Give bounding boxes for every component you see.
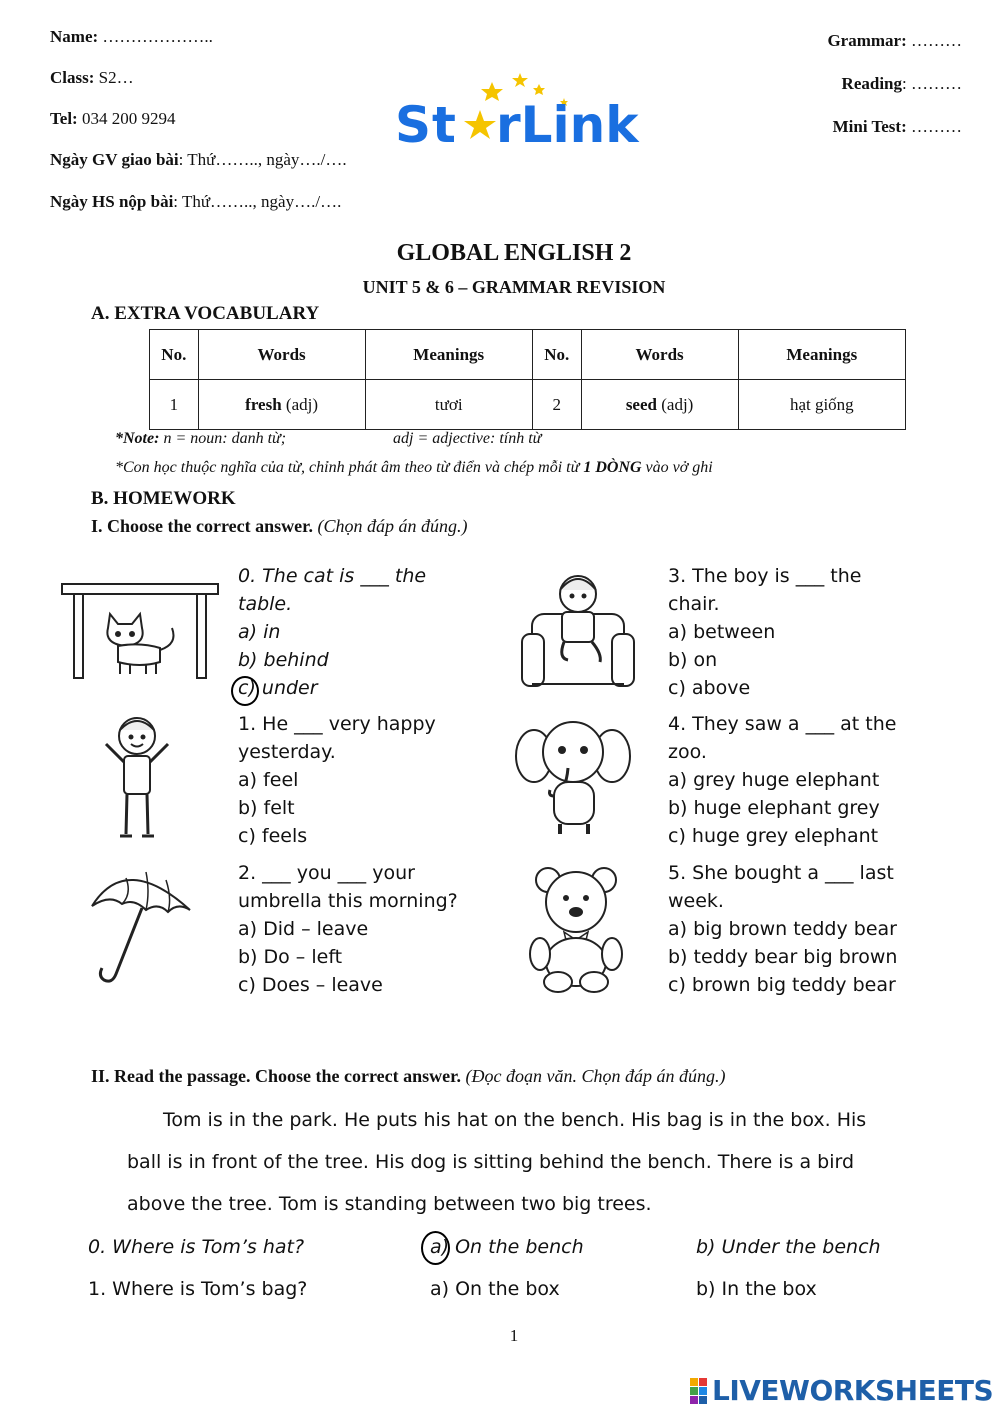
option-b[interactable]: b) huge elephant grey [668, 797, 880, 819]
passage-line: above the tree. Tom is standing between two big trees. [127, 1193, 652, 1215]
table-header-row [150, 330, 906, 380]
cat-under-table-image [60, 578, 220, 683]
selected-answer-circle [231, 676, 259, 706]
reading-question-0: 0. Where is Tom’s hat? [88, 1236, 305, 1258]
question-text: 1. He ___ very happy [238, 713, 436, 735]
option-b[interactable]: b) teddy bear big brown [668, 946, 898, 968]
cell-word: seed (adj) [581, 380, 738, 430]
question-text: table. [238, 593, 293, 615]
svg-text:rLink: rLink [496, 96, 639, 154]
vocabulary-table [149, 329, 906, 430]
note-abbreviations: *Note: n = noun: danh từ; [115, 430, 287, 447]
assign-date-field: Ngày GV giao bài: Thứ…….., ngày…./…. [50, 150, 347, 169]
part2-heading: II. Read the passage. Choose the correct answer. (Đọc đoạn văn. Chọn đáp án đúng.) [91, 1066, 726, 1086]
cell-no: 1 [150, 380, 199, 430]
section-a-heading: A. EXTRA VOCABULARY [91, 303, 320, 324]
passage-line: Tom is in the park. He puts his hat on the bench. His bag is in the box. His [163, 1109, 867, 1131]
reading-option-a[interactable]: a) On the box [430, 1278, 560, 1300]
question-text: 4. They saw a ___ at the [668, 713, 897, 735]
section-b-heading: B. HOMEWORK [91, 488, 236, 509]
option-a[interactable]: a) grey huge elephant [668, 769, 880, 791]
starlink-logo [392, 70, 642, 155]
option-c[interactable]: c) feels [238, 825, 308, 847]
svg-text:St: St [395, 96, 457, 154]
question-text: 3. The boy is ___ the [668, 565, 862, 587]
liveworksheets-logo [690, 1374, 994, 1408]
note-abbreviations-adj: adj = adjective: tính từ [393, 430, 542, 447]
cell-word: fresh (adj) [198, 380, 365, 430]
col-header: Meanings [365, 330, 532, 380]
question-2 [238, 859, 458, 999]
cell-meaning: hạt giống [738, 380, 905, 430]
boy-on-chair-image [518, 568, 638, 698]
happy-boy-image [100, 712, 175, 842]
minitest-score: Mini Test: ……… [832, 117, 962, 136]
note-instructions: *Con học thuộc nghĩa của từ, chỉnh phát âm theo từ điển và chép mỗi từ 1 DÒNG vào vở ghi [115, 459, 713, 476]
reading-option-b[interactable]: b) Under the bench [696, 1236, 881, 1258]
option-a[interactable]: a) in [238, 621, 281, 643]
cell-no: 2 [532, 380, 581, 430]
tel-field: Tel: 034 200 9294 [50, 109, 176, 128]
question-text: umbrella this morning? [238, 890, 458, 912]
col-header: No. [150, 330, 199, 380]
grammar-score: Grammar: ……… [827, 31, 962, 50]
question-1 [238, 710, 436, 850]
question-text: zoo. [668, 741, 707, 763]
class-field: Class: S2… [50, 68, 134, 87]
col-header: Meanings [738, 330, 905, 380]
col-header: No. [532, 330, 581, 380]
question-text: chair. [668, 593, 720, 615]
logo-stars-icon [392, 70, 642, 155]
question-0 [238, 562, 426, 702]
option-a[interactable]: a) big brown teddy bear [668, 918, 897, 940]
option-b[interactable]: b) felt [238, 797, 295, 819]
option-c[interactable]: c) Does – leave [238, 974, 383, 996]
question-4 [668, 710, 896, 850]
question-3 [668, 562, 861, 702]
option-b[interactable]: b) Do – left [238, 946, 343, 968]
option-a[interactable]: a) Did – leave [238, 918, 369, 940]
option-c[interactable]: c) huge grey elephant [668, 825, 879, 847]
selected-answer-circle [421, 1231, 450, 1265]
question-text: yesterday. [238, 741, 336, 763]
question-5 [668, 859, 897, 999]
option-c[interactable]: c) brown big teddy bear [668, 974, 896, 996]
cell-meaning: tươi [365, 380, 532, 430]
option-b[interactable]: b) on [668, 649, 718, 671]
question-text: week. [668, 890, 724, 912]
elephant-image [514, 712, 632, 840]
umbrella-image [86, 858, 198, 990]
page-subtitle: UNIT 5 & 6 – GRAMMAR REVISION [362, 277, 666, 297]
option-b[interactable]: b) behind [238, 649, 329, 671]
reading-option-b[interactable]: b) In the box [696, 1278, 817, 1300]
reading-option-a[interactable]: a) On the bench [430, 1236, 584, 1258]
name-field: Name: ……………….. [50, 27, 213, 46]
question-text: 2. ___ you ___ your [238, 862, 415, 884]
col-header: Words [581, 330, 738, 380]
liveworksheets-text: LIVEWORKSHEETS [712, 1374, 994, 1407]
col-header: Words [198, 330, 365, 380]
part1-heading: I. Choose the correct answer. (Chọn đáp án đúng.) [91, 516, 468, 536]
reading-question-1: 1. Where is Tom’s bag? [88, 1278, 308, 1300]
reading-score: Reading: ……… [841, 74, 962, 93]
question-text: 0. The cat is ___ the [238, 565, 427, 587]
passage-line: ball is in front of the tree. His dog is sitting behind the bench. There is a bird [127, 1151, 855, 1173]
teddy-bear-image [520, 862, 632, 994]
submit-date-field: Ngày HS nộp bài: Thứ…….., ngày…./…. [50, 192, 342, 211]
option-a[interactable]: a) feel [238, 769, 299, 791]
question-text: 5. She bought a ___ last [668, 862, 894, 884]
table-row [150, 380, 906, 430]
option-c[interactable]: c) under [238, 677, 318, 699]
option-c[interactable]: c) above [668, 677, 751, 699]
page-title: GLOBAL ENGLISH 2 [396, 240, 632, 266]
option-a[interactable]: a) between [668, 621, 776, 643]
page-number: 1 [509, 1326, 519, 1345]
